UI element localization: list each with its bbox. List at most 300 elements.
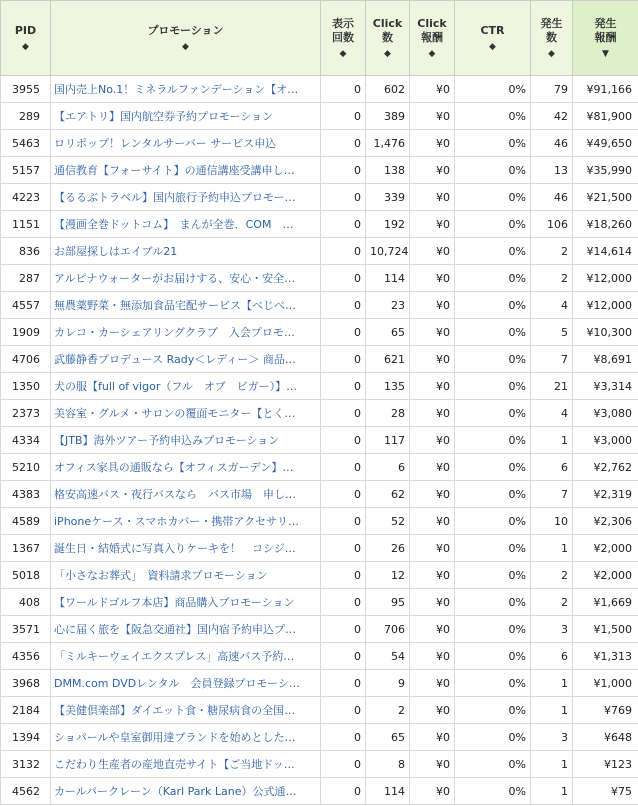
conversions-cell: 6 <box>531 643 573 670</box>
conversions-cell: 1 <box>531 778 573 805</box>
conversions-cell: 7 <box>531 481 573 508</box>
pid-cell: 1367 <box>1 535 51 562</box>
ctr-cell: 0% <box>455 238 531 265</box>
pid-cell: 4589 <box>1 508 51 535</box>
column-header-ctr[interactable] <box>455 1 531 76</box>
clicks-cell: 62 <box>366 481 410 508</box>
promotion-link[interactable]: お部屋探しはエイブル21 <box>54 245 178 258</box>
conversions-cell: 42 <box>531 103 573 130</box>
impressions-cell: 0 <box>321 292 366 319</box>
pid-cell: 5157 <box>1 157 51 184</box>
pid-cell: 5463 <box>1 130 51 157</box>
impressions-cell: 0 <box>321 697 366 724</box>
impressions-cell: 0 <box>321 508 366 535</box>
click-reward-cell: ¥0 <box>410 508 455 535</box>
conversions-cell: 1 <box>531 751 573 778</box>
impressions-cell: 0 <box>321 400 366 427</box>
impressions-cell: 0 <box>321 319 366 346</box>
table-row <box>1 616 638 643</box>
table-row <box>1 76 638 103</box>
click-reward-cell: ¥0 <box>410 76 455 103</box>
column-header-click-reward-label-2: 報酬 <box>421 31 443 44</box>
table-row <box>1 103 638 130</box>
conversions-cell: 4 <box>531 292 573 319</box>
pid-cell: 2373 <box>1 400 51 427</box>
column-header-promotion-label: プロモーション <box>147 24 224 37</box>
pid-cell: 5210 <box>1 454 51 481</box>
column-header-clicks-label-1: Click <box>372 17 403 30</box>
click-reward-cell: ¥0 <box>410 157 455 184</box>
ctr-cell: 0% <box>455 319 531 346</box>
promotion-link[interactable]: ショパールや皇室御用達ブランドを始めとした… <box>54 731 296 744</box>
conversion-reward-cell: ¥2,306 <box>573 508 638 535</box>
clicks-cell: 135 <box>366 373 410 400</box>
impressions-cell: 0 <box>321 751 366 778</box>
promotion-cell[interactable] <box>51 130 321 157</box>
ctr-cell: 0% <box>455 535 531 562</box>
pid-cell: 3955 <box>1 76 51 103</box>
ctr-cell: 0% <box>455 562 531 589</box>
column-header-clicks[interactable] <box>366 1 410 76</box>
click-reward-cell: ¥0 <box>410 130 455 157</box>
sort-both-icon[interactable]: ◆ <box>384 49 391 59</box>
impressions-cell: 0 <box>321 76 366 103</box>
click-reward-cell: ¥0 <box>410 319 455 346</box>
clicks-cell: 192 <box>366 211 410 238</box>
ctr-cell: 0% <box>455 508 531 535</box>
promotion-link[interactable]: 美容室・グルメ・サロンの覆面モニター【とく… <box>54 407 296 420</box>
impressions-cell: 0 <box>321 373 366 400</box>
ctr-cell: 0% <box>455 616 531 643</box>
table-row <box>1 562 638 589</box>
promotion-link[interactable]: DMM.com DVDレンタル 会員登録プロモーシ… <box>54 677 300 690</box>
clicks-cell: 26 <box>366 535 410 562</box>
ctr-cell: 0% <box>455 373 531 400</box>
table-row <box>1 265 638 292</box>
click-reward-cell: ¥0 <box>410 562 455 589</box>
conversion-reward-cell: ¥21,500 <box>573 184 638 211</box>
clicks-cell: 602 <box>366 76 410 103</box>
promotion-link[interactable]: ロリポップ！レンタルサーバー サービス申込 <box>54 137 277 150</box>
pid-cell: 2184 <box>1 697 51 724</box>
clicks-cell: 9 <box>366 670 410 697</box>
promotion-link[interactable]: 【ワールドゴルフ本店】商品購入プロモーション <box>54 596 295 609</box>
pid-cell: 4223 <box>1 184 51 211</box>
sort-desc-icon[interactable]: ▼ <box>602 49 609 59</box>
promotion-cell[interactable] <box>51 562 321 589</box>
clicks-cell: 1,476 <box>366 130 410 157</box>
conversions-cell: 2 <box>531 238 573 265</box>
conversion-reward-cell: ¥18,260 <box>573 211 638 238</box>
conversion-reward-cell: ¥123 <box>573 751 638 778</box>
pid-cell: 836 <box>1 238 51 265</box>
promotion-link[interactable]: 【るるぶトラベル】国内旅行予約申込プロモー… <box>54 191 296 204</box>
promotion-link[interactable]: 「小さなお葬式」 資料請求プロモーション <box>54 569 268 582</box>
pid-cell: 3968 <box>1 670 51 697</box>
ctr-cell: 0% <box>455 400 531 427</box>
pid-cell: 4706 <box>1 346 51 373</box>
conversion-reward-cell: ¥3,314 <box>573 373 638 400</box>
ctr-cell: 0% <box>455 157 531 184</box>
pid-cell: 4383 <box>1 481 51 508</box>
ctr-cell: 0% <box>455 778 531 805</box>
table-row <box>1 157 638 184</box>
conversion-reward-cell: ¥1,669 <box>573 589 638 616</box>
impressions-cell: 0 <box>321 535 366 562</box>
impressions-cell: 0 <box>321 724 366 751</box>
table-row <box>1 670 638 697</box>
impressions-cell: 0 <box>321 427 366 454</box>
conversions-cell: 79 <box>531 76 573 103</box>
impressions-cell: 0 <box>321 211 366 238</box>
table-row <box>1 724 638 751</box>
click-reward-cell: ¥0 <box>410 238 455 265</box>
promotion-cell[interactable] <box>51 616 321 643</box>
column-header-impressions-label-1: 表示 <box>332 17 354 30</box>
table-row <box>1 454 638 481</box>
impressions-cell: 0 <box>321 778 366 805</box>
conversion-reward-cell: ¥1,313 <box>573 643 638 670</box>
ctr-cell: 0% <box>455 751 531 778</box>
click-reward-cell: ¥0 <box>410 427 455 454</box>
ctr-cell: 0% <box>455 481 531 508</box>
column-header-promotion[interactable] <box>51 1 321 76</box>
promotion-link[interactable]: 格安高速バス・夜行バスなら バス市場 申し… <box>54 488 296 501</box>
table-row <box>1 508 638 535</box>
click-reward-cell: ¥0 <box>410 373 455 400</box>
promotion-cell[interactable] <box>51 454 321 481</box>
impressions-cell: 0 <box>321 346 366 373</box>
clicks-cell: 6 <box>366 454 410 481</box>
table-row <box>1 319 638 346</box>
ctr-cell: 0% <box>455 103 531 130</box>
table-row <box>1 535 638 562</box>
clicks-cell: 117 <box>366 427 410 454</box>
promotion-cell[interactable] <box>51 508 321 535</box>
conversion-reward-cell: ¥91,166 <box>573 76 638 103</box>
pid-cell: 1350 <box>1 373 51 400</box>
conversions-cell: 7 <box>531 346 573 373</box>
click-reward-cell: ¥0 <box>410 589 455 616</box>
clicks-cell: 10,724 <box>366 238 410 265</box>
ctr-cell: 0% <box>455 589 531 616</box>
sort-both-icon[interactable]: ◆ <box>428 49 436 59</box>
promotion-link[interactable]: 武藤静香プロデュース Rady＜レディー＞ 商品… <box>54 353 296 366</box>
promotion-cell[interactable] <box>51 697 321 724</box>
promotion-link[interactable]: 通信教育【フォーサイト】の通信講座受講申し… <box>54 164 295 177</box>
conversion-reward-cell: ¥12,000 <box>573 292 638 319</box>
promotion-cell[interactable] <box>51 643 321 670</box>
clicks-cell: 706 <box>366 616 410 643</box>
impressions-cell: 0 <box>321 454 366 481</box>
promotion-cell[interactable] <box>51 346 321 373</box>
conversions-cell: 106 <box>531 211 573 238</box>
promotion-link[interactable]: 国内売上No.1！ミネラルファンデーション【オ… <box>54 83 299 96</box>
column-header-pid-label: PID <box>14 24 37 37</box>
table-row <box>1 481 638 508</box>
conversions-cell: 10 <box>531 508 573 535</box>
pid-cell: 1151 <box>1 211 51 238</box>
click-reward-cell: ¥0 <box>410 265 455 292</box>
promotion-link[interactable]: 誕生日・結婚式に写真入りケーキを！ コシジ… <box>54 542 296 555</box>
clicks-cell: 95 <box>366 589 410 616</box>
conversions-cell: 3 <box>531 616 573 643</box>
ctr-cell: 0% <box>455 724 531 751</box>
pid-cell: 4557 <box>1 292 51 319</box>
sort-both-icon[interactable]: ◆ <box>182 42 189 52</box>
conversion-reward-cell: ¥3,080 <box>573 400 638 427</box>
promotion-cell[interactable] <box>51 76 321 103</box>
column-header-conversion-reward-label-1: 発生 <box>594 17 617 30</box>
promotion-link[interactable]: 犬の服【full of vigor（フル オブ ビガー）】… <box>54 380 298 393</box>
conversions-cell: 1 <box>531 427 573 454</box>
clicks-cell: 2 <box>366 697 410 724</box>
click-reward-cell: ¥0 <box>410 535 455 562</box>
impressions-cell: 0 <box>321 616 366 643</box>
table-row <box>1 400 638 427</box>
click-reward-cell: ¥0 <box>410 454 455 481</box>
clicks-cell: 28 <box>366 400 410 427</box>
impressions-cell: 0 <box>321 589 366 616</box>
table-row <box>1 427 638 454</box>
table-row <box>1 346 638 373</box>
table-header-row <box>1 1 638 76</box>
promotion-cell[interactable] <box>51 535 321 562</box>
conversion-reward-cell: ¥1,500 <box>573 616 638 643</box>
conversion-reward-cell: ¥3,000 <box>573 427 638 454</box>
conversion-reward-cell: ¥10,300 <box>573 319 638 346</box>
impressions-cell: 0 <box>321 130 366 157</box>
promotion-cell[interactable] <box>51 238 321 265</box>
conversion-reward-cell: ¥769 <box>573 697 638 724</box>
clicks-cell: 138 <box>366 157 410 184</box>
conversions-cell: 4 <box>531 400 573 427</box>
pid-cell: 4334 <box>1 427 51 454</box>
impressions-cell: 0 <box>321 643 366 670</box>
column-header-ctr-label: CTR <box>480 24 505 37</box>
table-row <box>1 751 638 778</box>
conversions-cell: 5 <box>531 319 573 346</box>
ctr-cell: 0% <box>455 643 531 670</box>
click-reward-cell: ¥0 <box>410 211 455 238</box>
promotion-link[interactable]: 【エアトリ】国内航空券予約プロモーション <box>54 110 274 123</box>
promotion-cell[interactable] <box>51 670 321 697</box>
clicks-cell: 65 <box>366 724 410 751</box>
promotion-cell[interactable] <box>51 319 321 346</box>
sort-both-icon[interactable]: ◆ <box>339 49 347 59</box>
promotion-cell[interactable] <box>51 211 321 238</box>
promotion-cell[interactable] <box>51 427 321 454</box>
column-header-click-reward-label-1: Click <box>417 17 447 30</box>
pid-cell: 1394 <box>1 724 51 751</box>
table-row <box>1 373 638 400</box>
promotion-cell[interactable] <box>51 103 321 130</box>
conversion-reward-cell: ¥648 <box>573 724 638 751</box>
conversion-reward-cell: ¥2,319 <box>573 481 638 508</box>
impressions-cell: 0 <box>321 562 366 589</box>
click-reward-cell: ¥0 <box>410 670 455 697</box>
conversions-cell: 1 <box>531 535 573 562</box>
column-header-impressions-label-2: 回数 <box>332 31 354 44</box>
conversion-reward-cell: ¥8,691 <box>573 346 638 373</box>
pid-cell: 408 <box>1 589 51 616</box>
ctr-cell: 0% <box>455 211 531 238</box>
ctr-cell: 0% <box>455 427 531 454</box>
promotion-link[interactable]: 「ミルキーウェイエクスプレス」高速バス予約… <box>54 650 295 663</box>
ctr-cell: 0% <box>455 454 531 481</box>
conversion-reward-cell: ¥2,762 <box>573 454 638 481</box>
impressions-cell: 0 <box>321 238 366 265</box>
promotion-link[interactable]: 心に届く旅を【阪急交通社】国内宿予約申込プ… <box>54 623 296 636</box>
ctr-cell: 0% <box>455 697 531 724</box>
column-header-impressions[interactable] <box>321 1 366 76</box>
click-reward-cell: ¥0 <box>410 400 455 427</box>
conversions-cell: 2 <box>531 562 573 589</box>
promotion-link[interactable]: アルピナウォーターがお届けする、安心・安全… <box>54 272 296 285</box>
promotion-cell[interactable] <box>51 589 321 616</box>
table-row <box>1 184 638 211</box>
ctr-cell: 0% <box>455 130 531 157</box>
table-row <box>1 211 638 238</box>
ctr-cell: 0% <box>455 346 531 373</box>
table-body <box>1 76 638 805</box>
sort-both-icon[interactable]: ◆ <box>548 49 555 59</box>
click-reward-cell: ¥0 <box>410 103 455 130</box>
conversion-reward-cell: ¥75 <box>573 778 638 805</box>
table-row <box>1 643 638 670</box>
conversion-reward-cell: ¥12,000 <box>573 265 638 292</box>
click-reward-cell: ¥0 <box>410 346 455 373</box>
table-row <box>1 589 638 616</box>
pid-cell: 3571 <box>1 616 51 643</box>
click-reward-cell: ¥0 <box>410 292 455 319</box>
promotion-cell[interactable] <box>51 265 321 292</box>
clicks-cell: 52 <box>366 508 410 535</box>
conversions-cell: 46 <box>531 184 573 211</box>
promotion-link[interactable]: 【JTB】海外ツアー予約申込みプロモーション <box>54 434 280 447</box>
table-row <box>1 697 638 724</box>
conversion-reward-cell: ¥2,000 <box>573 535 638 562</box>
column-header-conversions-label-2: 数 <box>546 31 557 44</box>
clicks-cell: 23 <box>366 292 410 319</box>
pid-cell: 3132 <box>1 751 51 778</box>
promotion-link[interactable]: こだわり生産者の産地直売サイト【ご当地ドッ… <box>54 758 295 771</box>
ctr-cell: 0% <box>455 184 531 211</box>
pid-cell: 4356 <box>1 643 51 670</box>
conversions-cell: 13 <box>531 157 573 184</box>
conversions-cell: 2 <box>531 265 573 292</box>
clicks-cell: 339 <box>366 184 410 211</box>
click-reward-cell: ¥0 <box>410 724 455 751</box>
pid-cell: 5018 <box>1 562 51 589</box>
table-row <box>1 292 638 319</box>
column-header-conversion-reward-label-2: 報酬 <box>594 31 617 44</box>
column-header-click-reward[interactable] <box>410 1 455 76</box>
conversions-cell: 1 <box>531 670 573 697</box>
column-header-clicks-label-2: 数 <box>382 31 393 44</box>
promotion-cell[interactable] <box>51 292 321 319</box>
promotion-link[interactable]: 【漫画全巻ドットコム】 まんが全巻．COM … <box>54 218 294 231</box>
promotion-cell[interactable] <box>51 157 321 184</box>
conversions-cell: 1 <box>531 697 573 724</box>
conversion-reward-cell: ¥49,650 <box>573 130 638 157</box>
column-header-conversion-reward[interactable] <box>573 1 638 76</box>
promotion-cell[interactable] <box>51 778 321 805</box>
column-header-conversions[interactable] <box>531 1 573 76</box>
promotion-link[interactable]: カールパークレーン（Karl Park Lane）公式通… <box>54 785 297 798</box>
conversion-reward-cell: ¥1,000 <box>573 670 638 697</box>
conversion-reward-cell: ¥81,900 <box>573 103 638 130</box>
click-reward-cell: ¥0 <box>410 481 455 508</box>
table-row <box>1 238 638 265</box>
conversion-reward-cell: ¥2,000 <box>573 562 638 589</box>
click-reward-cell: ¥0 <box>410 184 455 211</box>
clicks-cell: 114 <box>366 265 410 292</box>
table-row <box>1 778 638 805</box>
conversion-reward-cell: ¥35,990 <box>573 157 638 184</box>
ctr-cell: 0% <box>455 670 531 697</box>
promotion-cell[interactable] <box>51 481 321 508</box>
sort-both-icon[interactable]: ◆ <box>489 42 496 52</box>
impressions-cell: 0 <box>321 265 366 292</box>
promotion-link[interactable]: iPhoneケース・スマホカバー・携帯アクセサリ… <box>54 515 300 528</box>
click-reward-cell: ¥0 <box>410 616 455 643</box>
promotion-link[interactable]: オフィス家具の通販なら【オフィスガーデン】… <box>54 461 294 474</box>
clicks-cell: 621 <box>366 346 410 373</box>
promotion-link[interactable]: 【美健倶楽部】ダイエット食・糖尿病食の全国… <box>54 704 296 717</box>
clicks-cell: 114 <box>366 778 410 805</box>
promotion-cell[interactable] <box>51 751 321 778</box>
pid-cell: 287 <box>1 265 51 292</box>
sort-both-icon[interactable]: ◆ <box>22 42 29 52</box>
clicks-cell: 12 <box>366 562 410 589</box>
table-row <box>1 130 638 157</box>
promotion-cell[interactable] <box>51 373 321 400</box>
impressions-cell: 0 <box>321 481 366 508</box>
conversions-cell: 21 <box>531 373 573 400</box>
impressions-cell: 0 <box>321 157 366 184</box>
click-reward-cell: ¥0 <box>410 643 455 670</box>
conversions-cell: 46 <box>531 130 573 157</box>
clicks-cell: 8 <box>366 751 410 778</box>
column-header-conversions-label-1: 発生 <box>540 17 563 30</box>
clicks-cell: 54 <box>366 643 410 670</box>
pid-cell: 289 <box>1 103 51 130</box>
ctr-cell: 0% <box>455 265 531 292</box>
impressions-cell: 0 <box>321 670 366 697</box>
clicks-cell: 389 <box>366 103 410 130</box>
pid-cell: 1909 <box>1 319 51 346</box>
conversion-reward-cell: ¥14,614 <box>573 238 638 265</box>
impressions-cell: 0 <box>321 103 366 130</box>
promotion-cell[interactable] <box>51 724 321 751</box>
ctr-cell: 0% <box>455 76 531 103</box>
conversions-cell: 3 <box>531 724 573 751</box>
conversions-cell: 6 <box>531 454 573 481</box>
clicks-cell: 65 <box>366 319 410 346</box>
ctr-cell: 0% <box>455 292 531 319</box>
promotion-cell[interactable] <box>51 400 321 427</box>
click-reward-cell: ¥0 <box>410 778 455 805</box>
pid-cell: 4562 <box>1 778 51 805</box>
column-header-pid[interactable] <box>1 1 51 76</box>
impressions-cell: 0 <box>321 184 366 211</box>
promotion-link[interactable]: 無農薬野菜・無添加食品宅配サービス【べじべ… <box>54 299 296 312</box>
promotion-cell[interactable] <box>51 184 321 211</box>
promotion-link[interactable]: カレコ・カーシェアリングクラブ 入会プロモ… <box>54 326 295 339</box>
click-reward-cell: ¥0 <box>410 697 455 724</box>
conversions-cell: 2 <box>531 589 573 616</box>
